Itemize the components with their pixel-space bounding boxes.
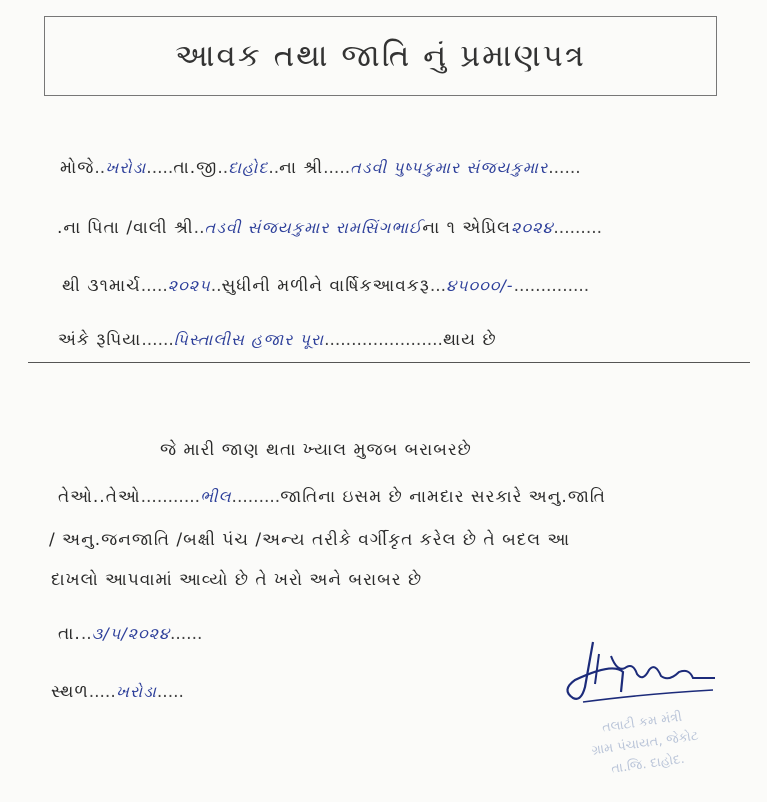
income-value: ૪૫૦૦૦/- [446,276,514,295]
village-prefix: મોજે [60,158,95,178]
stamp-line-1: તલાટી કમ મંત્રી [601,709,683,736]
rupees-line: અંકે રૂપિયા......પિસ્તાલીસ હજાર પૂરા......................થાય છે [58,330,497,350]
statement-line-1: જે મારી જાણ થતા ખ્યાલ મુજબ બરાબરછે [160,440,472,460]
rupees-words: પિસ્તાલીસ હજાર પૂરા [173,330,325,349]
shri-prefix: ના શ્રી [279,158,324,178]
caste-line-rest: જાતિના ઇસમ છે નામદાર સરકારે અનુ.જાતિ [280,487,606,507]
father-line: .ના પિતા /વાલી શ્રી..તડવી સંજયકુમાર રામસિંગભાઈના ૧ એપ્રિલ૨૦૨૪......... [57,218,603,238]
section-divider [28,362,750,363]
person-name: તડવી પુષ્પકુમાર સંજયકુમાર [350,158,549,177]
date-line: તા...૩/૫/૨૦૨૪...... [58,624,203,644]
place-label: સ્થળ [51,682,89,702]
stamp-line-3: તા.જિ. દાહોદ. [610,751,686,777]
taluka-value: દાહોદ [228,158,269,177]
rupees-label: અંકે રૂપિયા [58,330,142,350]
father-prefix: .ના પિતા /વાલી શ્રી [57,218,194,238]
from-label: થી ૩૧માર્ચ [62,276,141,296]
income-line: થી ૩૧માર્ચ.....૨૦૨૫..સુધીની મળીને વાર્ષિકઆવકરૂ...૪૫૦૦૦/-.............. [62,276,590,296]
caste-line: તેઓ..તેઓ...........ભીલ.........જાતિના ઇસમ છે નામદાર સરકારે અનુ.જાતિ [58,487,606,507]
taluka-prefix: તા.જી [173,158,218,178]
village-value: ખરોડા [105,158,147,177]
category-line: / અનુ.જનજાતિ /બક્ષી પંચ /અન્ય તરીકે વર્ગીકૃત કરેલ છે તે બદલ આ [49,530,571,550]
signature [553,632,723,712]
village-line: મોજે..ખરોડા.....તા.જી..દાહોદ..ના શ્રી.....તડવી પુષ્પકુમાર સંજયકુમાર...... [60,158,581,178]
april-year: ૨૦૨૪ [511,218,554,237]
stamp-line-2: ગ્રામ પંચાયત, જેકોટ [590,728,700,759]
place-value: ખરોડા [115,682,157,701]
date-label: તા. [58,624,81,644]
father-name: તડવી સંજયકુમાર રામસિંગભાઈ [204,218,423,237]
official-stamp [556,700,733,786]
place-line: સ્થળ.....ખરોડા..... [51,682,184,702]
march-year: ૨૦૨૫ [167,276,211,295]
thay-che: થાય છે [442,330,497,350]
they-prefix: તેઓ..તેઓ [58,487,141,507]
april-label: ના ૧ એપ્રિલ [422,218,512,238]
date-value: ૩/૫/૨૦૨૪ [91,624,170,643]
title-box [44,16,717,96]
caste-value: ભીલ [200,487,232,506]
income-label: સુધીની મળીને વાર્ષિકઆવકરૂ [221,276,430,296]
certificate-title: આવક તથા જાતિ નું પ્રમાણપત્ર [175,37,586,74]
certificate-line: દાખલો આપવામાં આવ્યો છે તે ખરો અને બરાબર છે [51,570,423,590]
